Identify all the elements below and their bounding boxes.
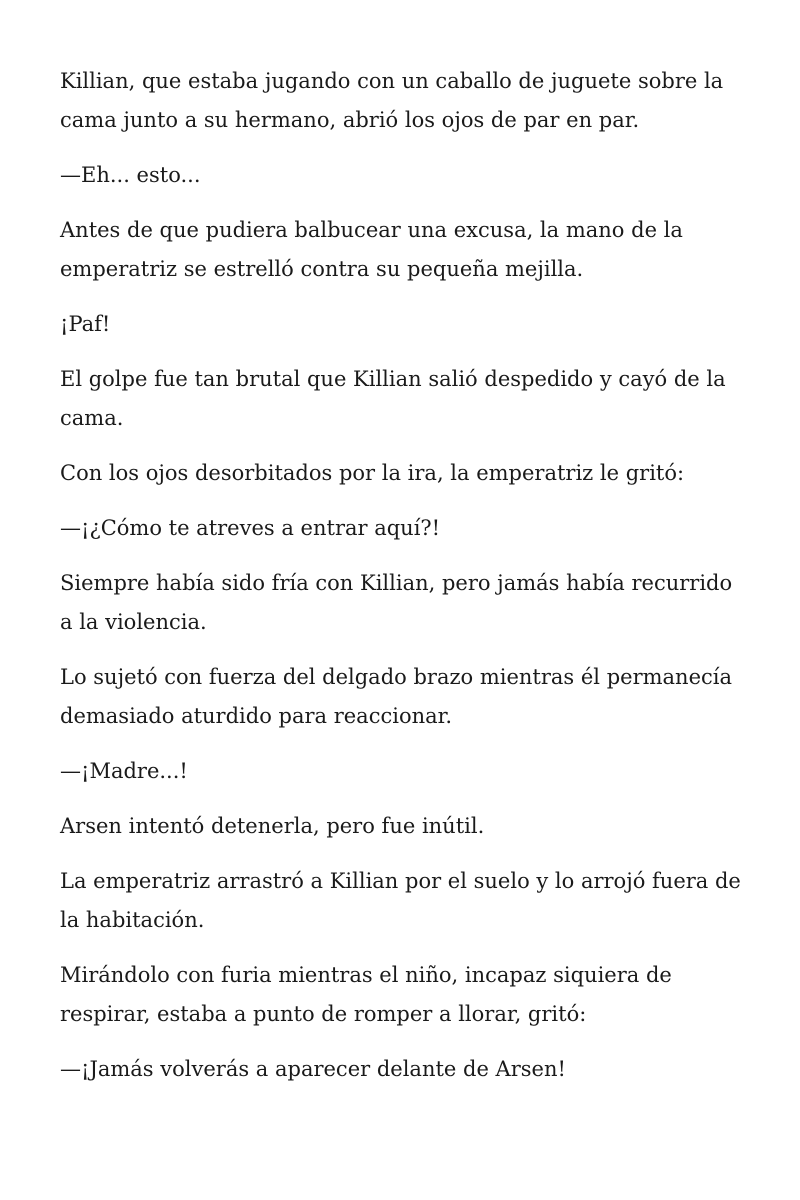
paragraph: Lo sujetó con fuerza del delgado brazo mientras él permanecía demasiado aturdido para reaccionar. <box>60 665 732 728</box>
paragraph: La emperatriz arrastró a Killian por el suelo y lo arrojó fuera de la habitación. <box>60 869 741 932</box>
paragraph: El golpe fue tan brutal que Killian salió despedido y cayó de la cama. <box>60 367 726 430</box>
paragraph: Con los ojos desorbitados por la ira, la emperatriz le gritó: <box>60 461 685 485</box>
paragraph: Siempre había sido fría con Killian, pero jamás había recurrido a la violencia. <box>60 571 733 634</box>
reader-page <box>60 62 750 1105</box>
paragraph: —¡¿Cómo te atreves a entrar aquí?! <box>60 516 441 540</box>
paragraph: —¡Jamás volverás a aparecer delante de Arsen! <box>60 1057 566 1081</box>
paragraph: ¡Paf! <box>60 312 111 336</box>
paragraph: Mirándolo con furia mientras el niño, incapaz siquiera de respirar, estaba a punto de romper a llorar, gritó: <box>60 963 672 1026</box>
paragraph: —¡Madre...! <box>60 759 188 783</box>
paragraph: —Eh... esto... <box>60 163 201 187</box>
paragraph: Antes de que pudiera balbucear una excusa, la mano de la emperatriz se estrelló contra su pequeña mejilla. <box>60 218 683 281</box>
paragraph: Killian, que estaba jugando con un caballo de juguete sobre la cama junto a su hermano, abrió los ojos de par en par. <box>60 69 724 132</box>
paragraph: Arsen intentó detenerla, pero fue inútil. <box>60 814 485 838</box>
